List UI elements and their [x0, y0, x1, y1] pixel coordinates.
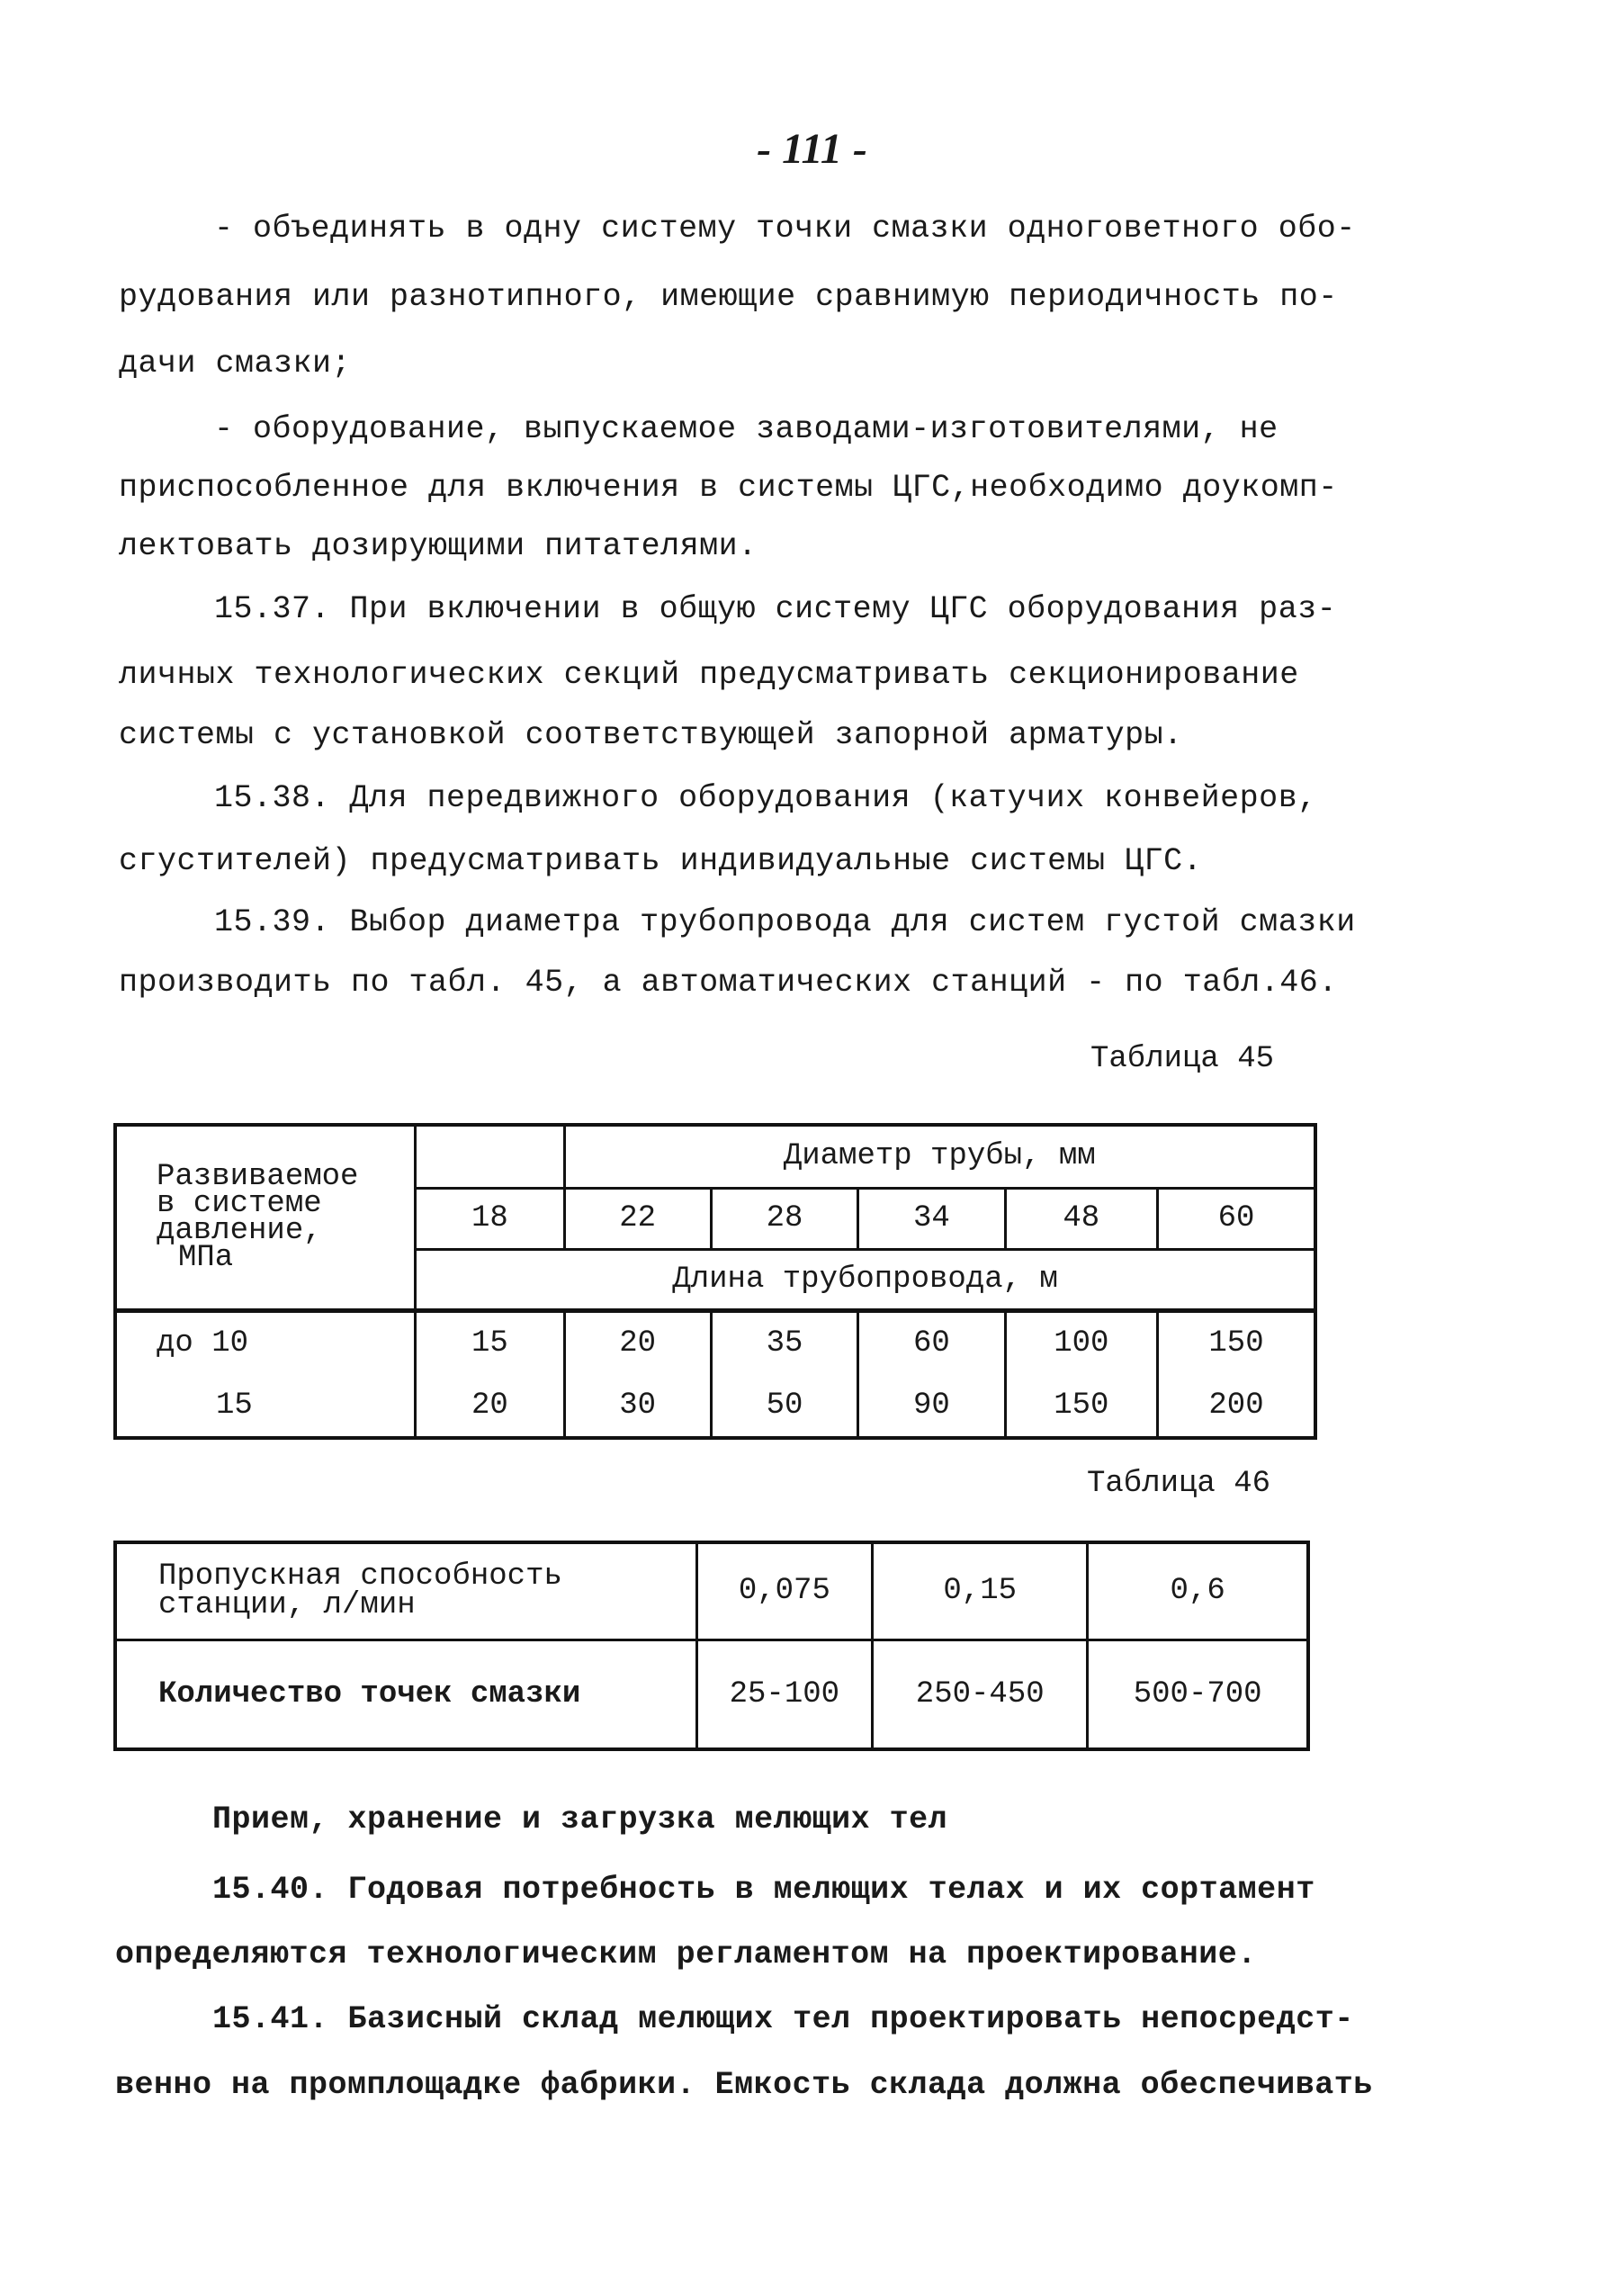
value-cell: 200 [1158, 1375, 1315, 1438]
diameter-cell: 48 [1005, 1188, 1157, 1249]
text-line: 15.40. Годовая потребность в мелющих телах и их сортамент [212, 1872, 1315, 1908]
row-header-line: в системе [157, 1187, 322, 1222]
value-cell: 30 [564, 1375, 711, 1438]
value-cell: 35 [711, 1311, 857, 1375]
table45-caption: Таблица 45 [1090, 1042, 1275, 1076]
value-cell: 0,6 [1088, 1542, 1308, 1640]
table-46 [113, 1541, 1310, 1751]
row-label: до 10 [115, 1311, 416, 1375]
text-line: 15.38. Для передвижного оборудования (катучих конвейеров, [214, 780, 1317, 816]
row-header-line: Развиваемое [157, 1160, 359, 1195]
value-cell: 20 [564, 1311, 711, 1375]
text-line: 15.39. Выбор диаметра трубопровода для систем густой смазки [214, 904, 1356, 940]
table46-row1-label [115, 1542, 696, 1640]
page-number: - 111 - [757, 125, 867, 173]
table-45 [113, 1123, 1317, 1440]
text-line: приспособленное для включения в системы ЦГС,необходимо доукомп- [119, 470, 1338, 506]
value-cell: 0,075 [696, 1542, 873, 1640]
text-line: определяются технологическим регламентом на проектирование. [115, 1936, 1257, 1972]
text-line: системы с установкой соответствующей запорной арматуры. [119, 717, 1183, 753]
value-cell: 0,15 [873, 1542, 1088, 1640]
value-cell: 20 [416, 1375, 564, 1438]
table45-row-header [115, 1125, 416, 1311]
value-cell: 100 [1005, 1311, 1157, 1375]
text-line: 15.41. Базисный склад мелющих тел проектировать непосредст- [212, 2001, 1354, 2037]
text-line: производить по табл. 45, а автоматических станций - по табл.46. [119, 965, 1338, 1001]
value-cell: 250-450 [873, 1640, 1088, 1749]
table-row [115, 1375, 1315, 1438]
table45-group-header: Диаметр трубы, мм [564, 1125, 1315, 1188]
value-cell: 150 [1158, 1311, 1315, 1375]
section-heading: Прием, хранение и загрузка мелющих тел [212, 1801, 948, 1837]
diameter-cell: 22 [564, 1188, 711, 1249]
diameter-cell: 34 [858, 1188, 1005, 1249]
text-line: рудования или разнотипного, имеющие сравнимую периодичность по- [119, 279, 1338, 315]
value-cell: 15 [416, 1311, 564, 1375]
diameter-cell: 18 [416, 1188, 564, 1249]
text-line: сгустителей) предусматривать индивидуальные системы ЦГС. [119, 843, 1203, 879]
table45-subheader: Длина трубопровода, м [416, 1250, 1315, 1311]
value-cell: 25-100 [696, 1640, 873, 1749]
label-line: станции, л/мин [158, 1588, 416, 1623]
diameter-cell: 60 [1158, 1188, 1315, 1249]
value-cell: 500-700 [1088, 1640, 1308, 1749]
text-line: лектовать дозирующими питателями. [119, 528, 758, 564]
row-header-line: давление, [157, 1214, 322, 1249]
text-line: венно на промплощадке фабрики. Емкость склада должна обеспечивать [115, 2067, 1373, 2103]
table46-caption: Таблица 46 [1087, 1467, 1271, 1501]
table-row [115, 1542, 1308, 1640]
text-line: личных технологических секций предусматривать секционирование [119, 657, 1299, 693]
text-line: - оборудование, выпускаемое заводами-изготовителями, не [214, 411, 1279, 447]
row-header-line: МПа [178, 1241, 234, 1276]
table-row [115, 1640, 1308, 1749]
value-cell: 50 [711, 1375, 857, 1438]
text-line: 15.37. При включении в общую систему ЦГС оборудования раз- [214, 591, 1337, 627]
text-line: - объединять в одну систему точки смазки одноговетного обо- [214, 211, 1356, 247]
value-cell: 90 [858, 1375, 1005, 1438]
value-cell: 150 [1005, 1375, 1157, 1438]
label-line: Пропускная способность [158, 1559, 562, 1595]
text-line: дачи смазки; [119, 346, 352, 382]
row-label: 15 [115, 1375, 416, 1438]
table46-row2-label: Количество точек смазки [115, 1640, 696, 1749]
value-cell: 60 [858, 1311, 1005, 1375]
table-row [115, 1311, 1315, 1375]
table45-empty-cell [416, 1125, 564, 1188]
diameter-cell: 28 [711, 1188, 857, 1249]
